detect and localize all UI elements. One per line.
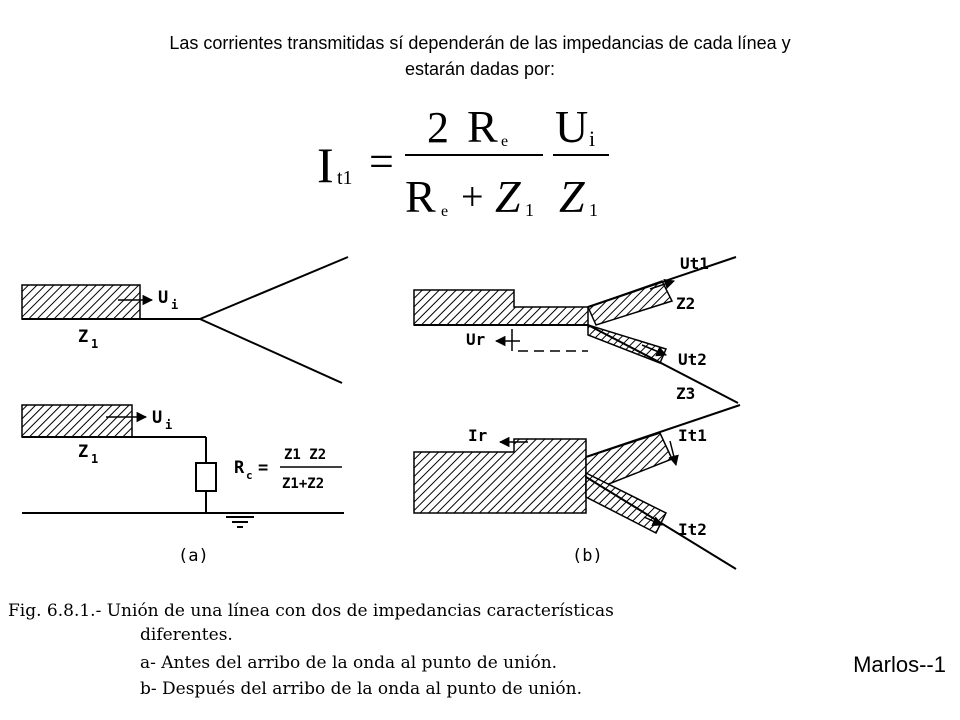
label-ui-a-top: U — [158, 288, 169, 308]
caption-line-2: diferentes. — [140, 625, 233, 645]
formula-num-var: R — [467, 101, 498, 152]
panel-b-bottom — [414, 405, 740, 569]
wave-hatch-a-bottom — [22, 405, 132, 437]
label-z1-a-bottom: Z — [78, 442, 89, 462]
arrow-it1 — [670, 441, 676, 465]
branch-z3 — [588, 325, 738, 403]
current-formula — [305, 98, 625, 228]
wave-hatch-it2 — [586, 473, 666, 533]
label-rc: R — [234, 458, 245, 478]
label-z1-a-top: Z — [78, 327, 89, 347]
label-ui-a-bottom-sub: i — [165, 418, 173, 432]
formula-num-coef: 2 — [427, 103, 449, 152]
label-ui-a-bottom: U — [152, 408, 163, 428]
branch-upper-a-top — [200, 257, 348, 319]
intro-line-1: Las corrientes transmitidas sí dependerán de las impedancias de cada línea y — [169, 33, 791, 53]
formula-den-var-sub: e — [441, 203, 449, 220]
intro-line-2: estarán dadas por: — [404, 59, 556, 79]
label-rc-num: Z1 Z2 — [284, 447, 327, 463]
panel-a-bottom — [22, 405, 344, 566]
label-z3: Z3 — [676, 384, 696, 403]
label-ur: Ur — [466, 330, 486, 349]
formula-den-plus: + — [461, 174, 484, 219]
caption-line-4: b- Después del arribo de la onda al punto de unión. — [140, 679, 583, 699]
formula-frac2-den: Z — [559, 171, 585, 222]
label-ir: Ir — [468, 426, 488, 445]
label-ut1: Ut1 — [680, 254, 709, 273]
formula-frac2-num: U — [555, 101, 589, 152]
label-it2: It2 — [678, 520, 707, 539]
formula-den-z-sub: 1 — [525, 200, 534, 220]
wave-hatch-b-bottom — [414, 439, 586, 513]
panel-a-top — [22, 257, 348, 383]
transmission-line-diagram — [0, 245, 760, 575]
label-rc-den: Z1+Z2 — [282, 476, 325, 492]
wave-hatch-a-top — [22, 285, 140, 319]
footer-label: Marlos--1 — [853, 652, 946, 677]
caption-line-1: Fig. 6.8.1.- Unión de una línea con dos de impedancias características — [8, 601, 614, 621]
label-rc-sub: c — [246, 469, 253, 482]
formula-frac2-den-sub: 1 — [589, 200, 598, 220]
formula-lhs-sub: t1 — [337, 167, 353, 189]
formula-lhs: I — [317, 137, 334, 193]
branch-it2 — [586, 477, 736, 569]
label-it1: It1 — [678, 426, 707, 445]
label-z1-a-top-sub: 1 — [91, 337, 99, 351]
intro-text — [40, 30, 920, 82]
wave-hatch-b-top — [414, 290, 588, 325]
formula-den-z: Z — [495, 171, 521, 222]
label-rc-eq: = — [258, 458, 269, 478]
formula-equals: = — [369, 137, 394, 186]
branch-lower-a-top — [200, 319, 342, 383]
formula-den-var: R — [405, 171, 436, 222]
panel-b-top — [414, 254, 738, 403]
label-panel-a: (a) — [178, 546, 209, 566]
label-ut2: Ut2 — [678, 350, 707, 369]
label-panel-b: (b) — [572, 546, 603, 566]
resistor-rc — [196, 463, 216, 491]
formula-frac2-num-sub: i — [589, 126, 596, 151]
label-ui-a-top-sub: i — [171, 298, 179, 312]
label-z1-a-bottom-sub: 1 — [91, 452, 99, 466]
label-z2: Z2 — [676, 294, 696, 313]
formula-num-var-sub: e — [501, 133, 509, 150]
caption-line-3: a- Antes del arribo de la onda al punto de unión. — [140, 653, 558, 673]
